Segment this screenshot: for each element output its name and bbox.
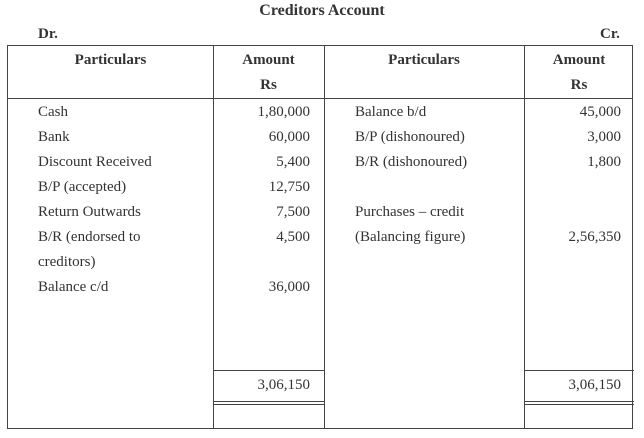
particulars-header-debit: Particulars xyxy=(74,52,147,68)
debit-particulars: creditors) xyxy=(38,254,96,270)
debit-total-top-line xyxy=(213,370,324,371)
credit-amount: 3,000 xyxy=(587,129,621,145)
currency-header-credit: Rs xyxy=(570,77,588,93)
debit-particulars: Discount Received xyxy=(38,154,152,170)
debit-particulars: Cash xyxy=(38,104,68,120)
debit-amount: 36,000 xyxy=(268,279,310,295)
debit-total-bottom-line xyxy=(213,401,324,402)
credit-total-double-line xyxy=(524,404,634,405)
debit-side-label: Dr. xyxy=(38,26,58,42)
debit-amount: 4,500 xyxy=(276,229,310,245)
debit-amount: 5,400 xyxy=(276,154,310,170)
particulars-header-credit: Particulars xyxy=(388,52,460,68)
column-divider xyxy=(324,46,325,428)
credit-particulars: B/P (dishonoured) xyxy=(355,129,465,145)
debit-total: 3,06,150 xyxy=(257,377,310,393)
account-title: Creditors Account xyxy=(259,2,385,19)
debit-particulars: Balance c/d xyxy=(38,279,109,295)
credit-particulars: Balance b/d xyxy=(355,104,427,120)
credit-amount: 1,800 xyxy=(587,154,621,170)
credit-amount: 45,000 xyxy=(579,104,621,120)
credit-total-top-line xyxy=(524,370,634,371)
credit-particulars: Purchases – credit xyxy=(355,204,465,220)
debit-amount: 12,750 xyxy=(268,179,310,195)
debit-particulars: Return Outwards xyxy=(38,204,141,220)
debit-amount: 7,500 xyxy=(276,204,310,220)
debit-particulars: B/P (accepted) xyxy=(38,179,127,195)
debit-amount: 1,80,000 xyxy=(257,104,310,120)
header-underline xyxy=(8,98,632,99)
debit-particulars: B/R (endorsed to xyxy=(38,229,141,245)
credit-amount: 2,56,350 xyxy=(568,229,621,245)
amount-header-credit: Amount xyxy=(552,52,606,68)
credit-particulars: (Balancing figure) xyxy=(355,229,466,245)
amount-header-debit: Amount xyxy=(242,52,295,68)
debit-amount: 60,000 xyxy=(268,129,310,145)
debit-particulars: Bank xyxy=(38,129,70,145)
currency-header-debit: Rs xyxy=(260,77,277,93)
ledger-table xyxy=(7,45,633,429)
credit-total: 3,06,150 xyxy=(568,377,621,393)
credit-side-label: Cr. xyxy=(600,26,620,42)
credit-total-bottom-line xyxy=(524,401,634,402)
credit-particulars: B/R (dishonoured) xyxy=(355,154,468,170)
debit-total-double-line xyxy=(213,404,324,405)
